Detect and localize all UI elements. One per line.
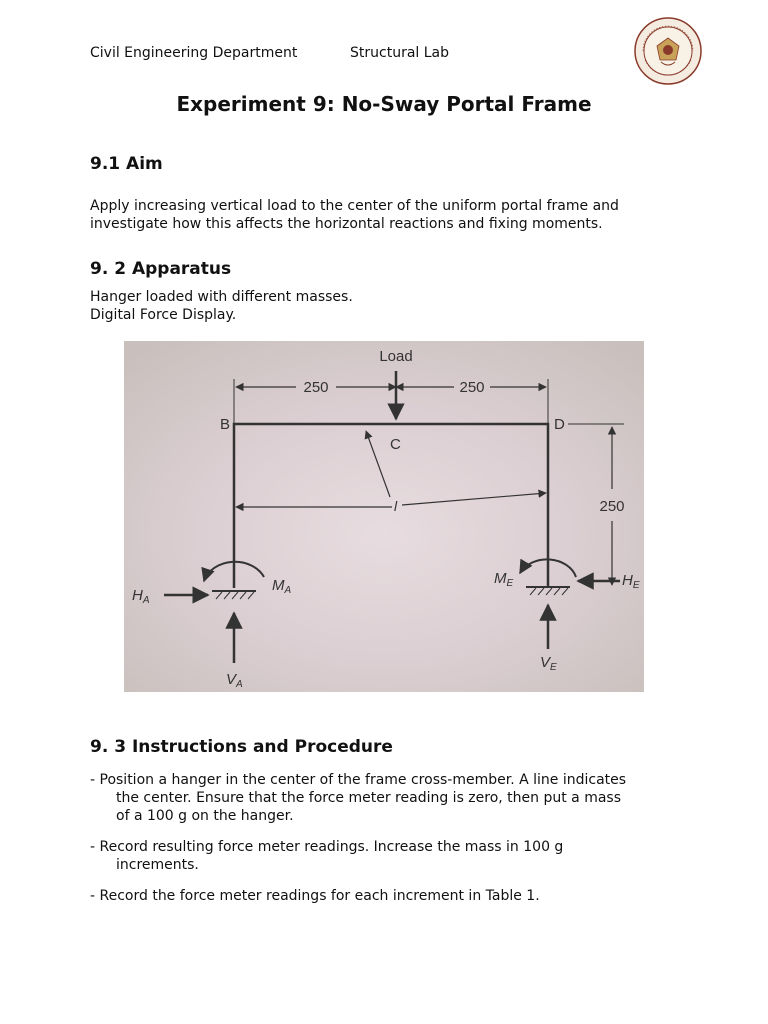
university-seal-logo: [633, 16, 703, 86]
header-lab: Structural Lab: [350, 45, 450, 61]
me-label: $M_E$: [494, 570, 514, 589]
procedure-item-2: [90, 838, 690, 874]
portal-frame-diagram: [124, 341, 644, 692]
procedure-item-1-line-3: of a 100 g on the hanger.: [116, 808, 294, 824]
procedure-item-1-line-1: - Position a hanger in the center of the frame cross-member. A line indicates: [90, 772, 627, 788]
header-department: Civil Engineering Department: [90, 45, 298, 61]
page-title: Experiment 9: No-Sway Portal Frame: [176, 92, 592, 116]
aim-text-line-1: Apply increasing vertical load to the center of the uniform portal frame and: [90, 198, 619, 214]
procedure-heading: 9. 3 Instructions and Procedure: [90, 737, 393, 757]
aim-text: [90, 197, 690, 233]
load-label: Load: [379, 348, 413, 365]
dim-right-label: 250: [459, 379, 485, 396]
procedure-item-1-line-2: the center. Ensure that the force meter reading is zero, then put a mass: [116, 790, 622, 806]
apparatus-line-1: Hanger loaded with different masses.: [90, 289, 353, 305]
procedure-item-1: [90, 771, 690, 825]
dim-left-label: 250: [303, 379, 329, 396]
node-b-label: B: [220, 416, 231, 433]
aim-text-line-2: investigate how this affects the horizontal reactions and fixing moments.: [90, 216, 603, 232]
aim-heading: 9.1 Aim: [90, 154, 163, 174]
length-l-label: l: [394, 498, 398, 514]
apparatus-line-2: Digital Force Display.: [90, 307, 237, 323]
ve-label: $V_E$: [540, 654, 557, 673]
procedure-item-3: [90, 887, 690, 905]
procedure-item-2-line-1: - Record resulting force meter readings. Increase the mass in 100 g: [90, 839, 564, 855]
va-label: $V_A$: [226, 671, 243, 690]
procedure-item-3-line-1: - Record the force meter readings for each increment in Table 1.: [90, 888, 540, 904]
ma-label: $M_A$: [272, 577, 292, 596]
node-d-label: D: [554, 416, 565, 433]
ha-label: $H_A$: [132, 587, 150, 606]
node-c-label: C: [390, 436, 401, 453]
apparatus-heading: 9. 2 Apparatus: [90, 259, 232, 279]
he-label: $H_E$: [622, 572, 640, 591]
procedure-item-2-line-2: increments.: [116, 857, 199, 873]
dim-height-label: 250: [599, 498, 625, 515]
apparatus-text: [90, 288, 690, 324]
